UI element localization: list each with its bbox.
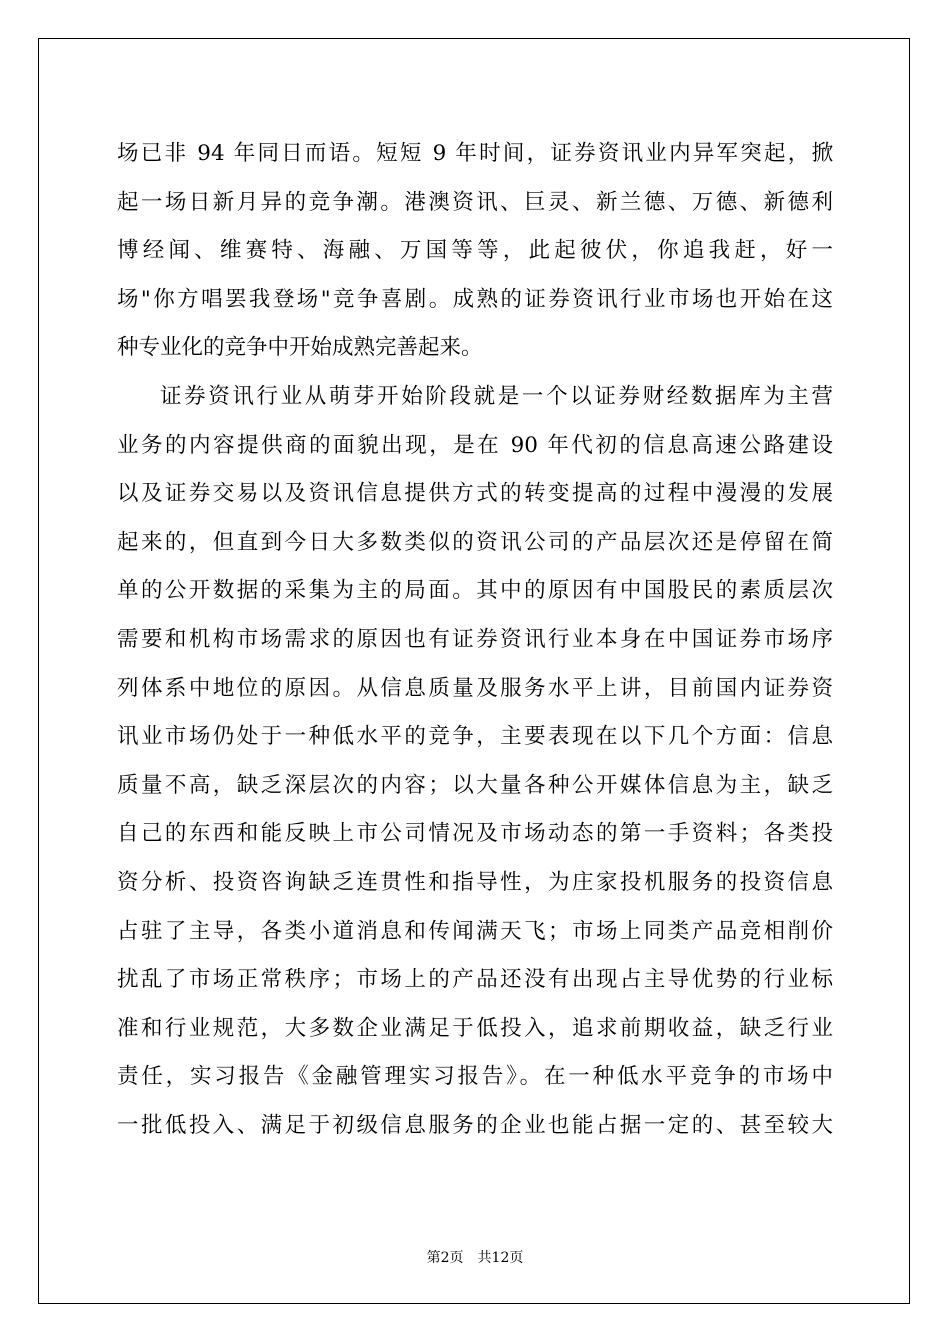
text-line: 单的公开数据的采集为主的局面。其中的原因有中国股民的素质层次 xyxy=(117,578,833,604)
text-line: 起来的，但直到今日大多数类似的资讯公司的产品层次还是停留在简 xyxy=(117,529,833,555)
text-line: 博经闻、维赛特、海融、万国等等，此起彼伏，你追我赶，好一 xyxy=(117,238,833,264)
text-line: 起一场日新月异的竞争潮。港澳资讯、巨灵、新兰德、万德、新德利 xyxy=(117,189,833,215)
text-line: 准和行业规范，大多数企业满足于低投入，追求前期收益，缺乏行业 xyxy=(117,1015,833,1041)
text-line: 讯业市场仍处于一种低水平的竞争，主要表现在以下几个方面：信息 xyxy=(117,724,833,750)
text-line: 证券资讯行业从萌芽开始阶段就是一个以证券财经数据库为主营 xyxy=(160,383,833,409)
page-number: 第2页 xyxy=(426,1250,464,1266)
text-line: 质量不高，缺乏深层次的内容；以大量各种公开媒体信息为主，缺乏 xyxy=(117,772,833,798)
text-line: 需要和机构市场需求的原因也有证券资讯行业本身在中国证券市场序 xyxy=(117,626,833,652)
text-line: 扰乱了市场正常秩序；市场上的产品还没有出现占主导优势的行业标 xyxy=(117,967,833,993)
text-line: 种专业化的竞争中开始成熟完善起来。 xyxy=(117,335,483,361)
document-body xyxy=(117,130,833,1150)
text-line: 业务的内容提供商的面貌出现，是在 90 年代初的信息高速公路建设 xyxy=(117,432,833,458)
page-total: 共12页 xyxy=(477,1250,524,1266)
text-line: 自己的东西和能反映上市公司情况及市场动态的第一手资料；各类投 xyxy=(117,821,833,847)
text-line: 场已非 94 年同日而语。短短 9 年时间，证券资讯业内异军突起，掀 xyxy=(117,141,833,166)
text-line: 责任，实习报告《金融管理实习报告》。在一种低水平竞争的市场中 xyxy=(117,1064,833,1090)
page-footer xyxy=(0,1247,950,1267)
text-line: 占驻了主导，各类小道消息和传闻满天飞；市场上同类产品竞相削价 xyxy=(117,918,833,944)
text-line: 列体系中地位的原因。从信息质量及服务水平上讲，目前国内证券资 xyxy=(117,675,833,701)
text-line: 一批低投入、满足于初级信息服务的企业也能占据一定的、甚至较大 xyxy=(117,1112,833,1138)
text-line: 以及证券交易以及资讯信息提供方式的转变提高的过程中漫漫的发展 xyxy=(117,481,833,507)
text-line: 资分析、投资咨询缺乏连贯性和指导性，为庄家投机服务的投资信息 xyxy=(117,869,833,895)
text-line: 场"你方唱罢我登场"竞争喜剧。成熟的证券资讯行业市场也开始在这 xyxy=(117,286,833,312)
